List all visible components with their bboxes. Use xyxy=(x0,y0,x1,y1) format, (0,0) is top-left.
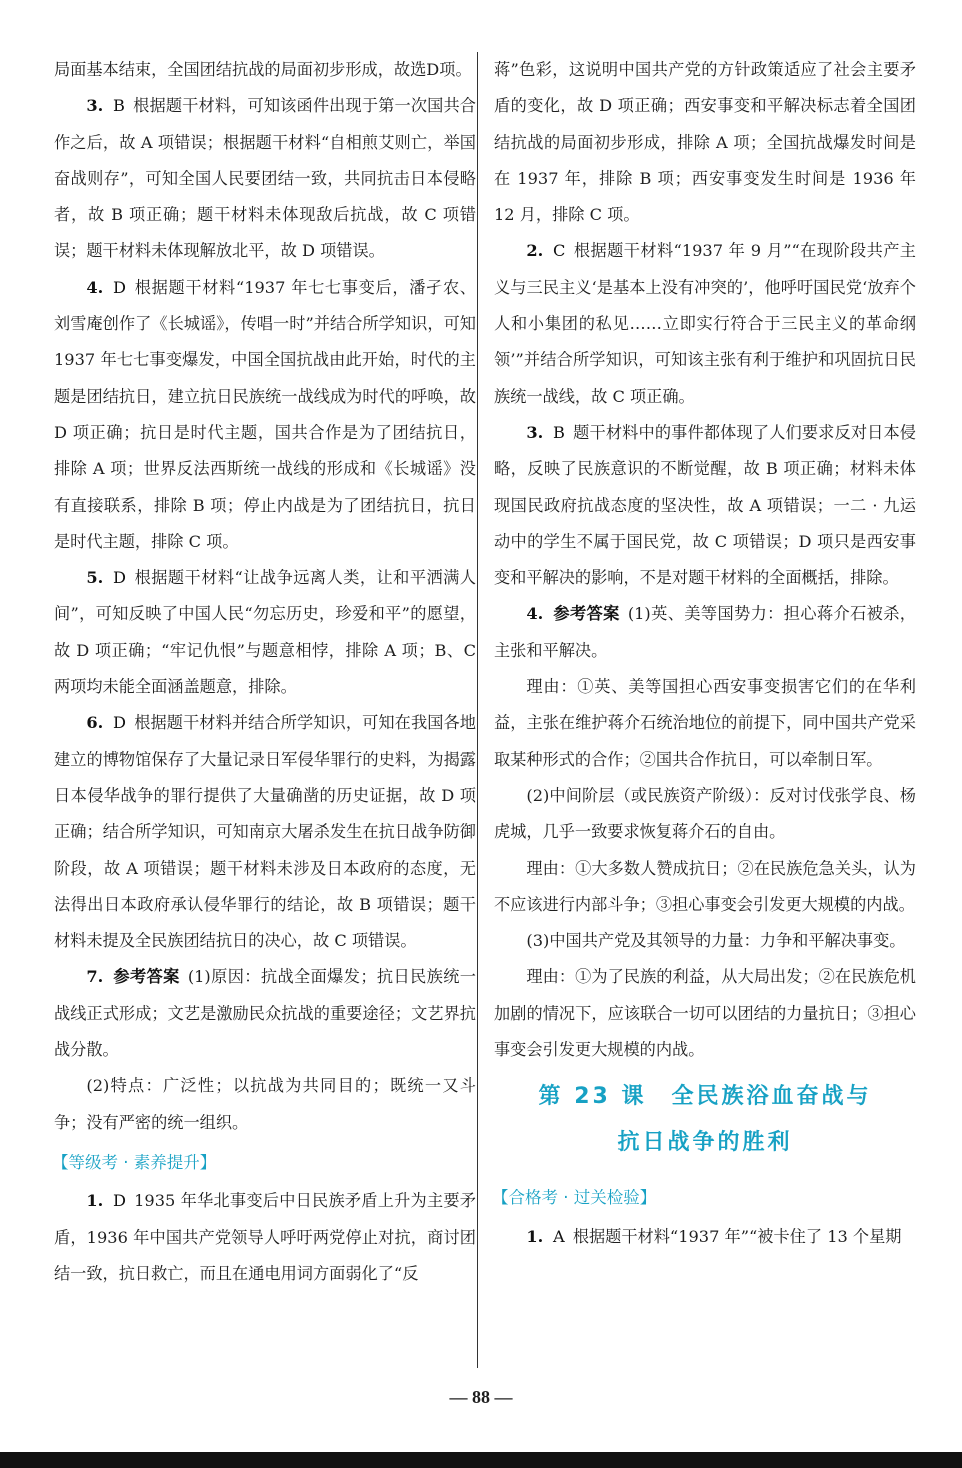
explanation: 根据题干材料，可知该函件出现于第一次国共合作之后，故 A 项错误；根据题干材料“自相煎艾则亡，举国奋战则存”，可知全国人民要团结一致，共同抗击日本侵略者，故 B 项正确；题干材料未体现敌后抗战，故 C 项错误；题干材料未体现解放北平，故 D 项错误。 xyxy=(54,96,476,261)
bottom-edge-bar xyxy=(0,1452,962,1468)
paragraph: 局面基本结束，全国团结抗战的局面初步形成，故选D项。 xyxy=(54,60,472,79)
explanation: 1935 年华北事变后中日民族矛盾上升为主要矛盾，1936 年中国共产党领导人呼吁两党停止对抗，商讨团结一致，抗日救亡，而且在通电用词方面弱化了“反 xyxy=(54,1191,476,1283)
paragraph: 理由：①为了民族的利益，从大局出发；②在民族危机加剧的情况下，应该联合一切可以团结的力量抗日；③担心事变会引发更大规模的内战。 xyxy=(494,967,916,1060)
answer-letter: D xyxy=(113,277,126,297)
reference-answer-label: 参考答案 xyxy=(553,604,620,624)
left-column xyxy=(54,52,476,1292)
explanation: 根据题干材料“让战争远离人类，让和平洒满人间”，可知反映了中国人民“勿忘历史，珍爱和平”的愿望，故 D 项正确；“牢记仇恨”与题意相悖，排除 A 项；B、C 两项均未能全面涵盖题意，排除。 xyxy=(54,568,476,697)
question-1 xyxy=(494,1219,916,1255)
explanation: (1)英、美等国势力：担心蒋介石被杀，主张和平解决。 xyxy=(494,604,916,660)
paragraph: 蒋”色彩，这说明中国共产党的方针政策适应了社会主要矛盾的变化，故 D 项正确；西安事变和平解决标志着全国团结抗战的局面初步形成，排除 A 项；全国抗战爆发时间是在 1937 年，排除 B 项；西安事变发生时间是 1936 年 12 月，排除 C 项。 xyxy=(494,60,916,225)
right-column xyxy=(494,52,916,1255)
paragraph: (2)中间阶层（或民族资产阶级）：反对讨伐张学良、杨虎城，几乎一致要求恢复蒋介石的自由。 xyxy=(494,785,916,842)
question-4 xyxy=(494,596,916,669)
question-6 xyxy=(54,705,476,959)
reference-answer-label: 参考答案 xyxy=(113,967,180,987)
explanation: (1)原因：抗战全面爆发；抗日民族统一战线正式形成；文艺是激励民众抗战的重要途径；文艺界抗战分散。 xyxy=(54,967,476,1060)
paragraph: 理由：①英、美等国担心西安事变损害它们的在华利益，主张在维护蒋介石统治地位的前提下，同中国共产党采取某种形式的合作；②国共合作抗日，可以牵制日军。 xyxy=(494,677,916,769)
answer-letter: D xyxy=(113,713,126,733)
column-divider xyxy=(477,52,478,1368)
question-number: 3. xyxy=(86,96,104,116)
lesson-title-line-2: 抗日战争的胜利 xyxy=(617,1130,793,1156)
answer-letter: B xyxy=(553,422,565,442)
question-number: 6. xyxy=(86,713,104,733)
question-5 xyxy=(54,560,476,705)
question-number: 1. xyxy=(526,1226,544,1246)
explanation: 根据题干材料“1937 年”“被卡住了 13 个星期 xyxy=(572,1226,902,1246)
paragraph: (3)中国共产党及其领导的力量：力争和平解决事变。 xyxy=(526,931,906,951)
answer-letter: A xyxy=(553,1226,565,1246)
answer-letter: C xyxy=(553,241,566,261)
page-number: — 88 — xyxy=(449,1387,513,1407)
question-2 xyxy=(494,233,916,414)
question-number: 2. xyxy=(526,241,544,261)
question-number: 1. xyxy=(86,1191,104,1211)
section-heading: 【等级考 · 素养提升】 xyxy=(52,1152,217,1172)
explanation: 题干材料中的事件都体现了人们要求反对日本侵略，反映了民族意识的不断觉醒，故 B 项正确；材料未体现国民政府抗战态度的坚决性，故 A 项错误；一二 · 九运动中的学生不属于国民党，故 C 项错误；D 项只是西安事变和平解决的影响，不是对题干材料的全面概括，排除。 xyxy=(494,422,916,588)
answer-letter: D xyxy=(113,568,126,588)
explanation: 根据题干材料“1937 年 9 月”“在现阶段共产主义与三民主义‘是基本上没有冲突的’，他呼吁国民党‘放弃个人和小集团的私见……立即实行符合于三民主义的革命纲领’”并结合所学知识，可知该主张有利于维护和巩固抗日民族统一战线，故 C 项正确。 xyxy=(494,241,916,406)
question-number: 5. xyxy=(86,568,104,588)
question-3 xyxy=(494,415,916,596)
question-3 xyxy=(54,88,476,269)
question-number: 3. xyxy=(526,422,544,442)
paragraph: 理由：①大多数人赞成抗日；②在民族危急关头，认为不应该进行内部斗争；③担心事变会引发更大规模的内战。 xyxy=(494,858,916,914)
question-number: 7. xyxy=(86,967,104,987)
answer-letter: B xyxy=(113,96,125,116)
section-heading: 【合格考 · 过关检验】 xyxy=(492,1188,657,1208)
paragraph: (2)特点：广泛性；以抗战为共同目的；既统一又斗争；没有严密的统一组织。 xyxy=(54,1076,476,1132)
question-7 xyxy=(54,959,476,1068)
explanation: 根据题干材料“1937 年七七事变后，潘孑农、刘雪庵创作了《长城谣》，传唱一时”并结合所学知识，可知 1937 年七七事变爆发，中国全国抗战由此开始，时代的主题是团结抗日，建立抗日民族统一战线成为时代的呼唤，故 D 项正确；抗日是时代主题，国共合作是为了团结抗日，排除 A 项；世界反法西斯统一战线的形成和《长城谣》没有直接联系，排除 B 项；停止内战是为了团结抗日，抗日是时代主题，排除 C 项。 xyxy=(54,277,476,551)
lesson-title: 第 23 课 全民族浴血奋战与 xyxy=(538,1084,872,1110)
answer-letter: D xyxy=(113,1191,126,1211)
question-number: 4. xyxy=(526,604,544,624)
question-1 xyxy=(54,1183,476,1292)
explanation: 根据题干材料并结合所学知识，可知在我国各地建立的博物馆保存了大量记录日军侵华罪行的史料，为揭露日本侵华战争的罪行提供了大量确凿的历史证据，故 D 项正确；结合所学知识，可知南京大屠杀发生在抗日战争防御阶段，故 A 项错误；题干材料未涉及日本政府的态度，无法得出日本政府承认侵华罪行的结论，故 B 项错误；题干材料未提及全民族团结抗日的决心，故 C 项错误。 xyxy=(54,713,476,951)
question-4 xyxy=(54,270,476,560)
question-number: 4. xyxy=(86,277,104,297)
